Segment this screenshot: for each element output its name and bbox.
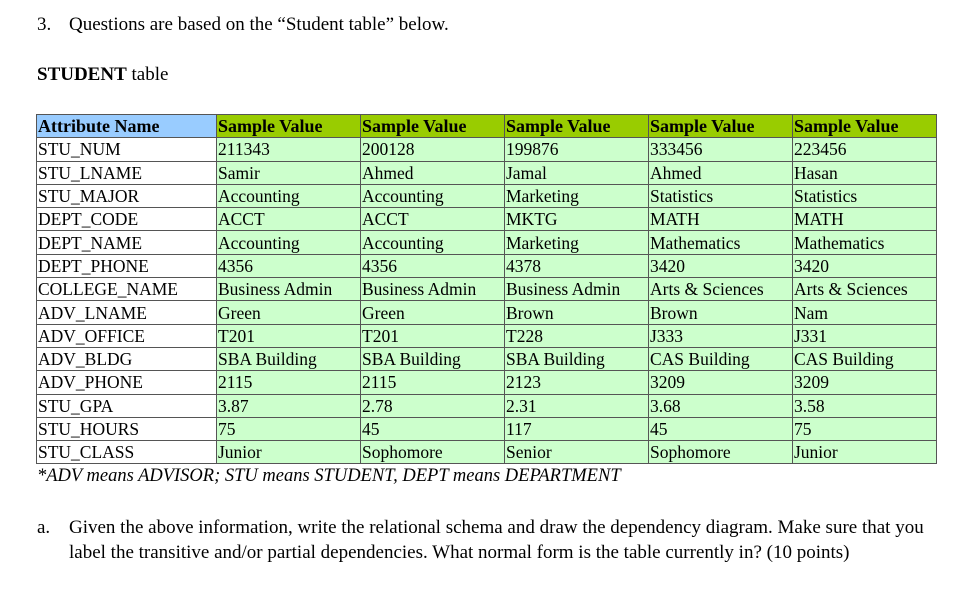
value-cell: 223456 bbox=[793, 138, 937, 161]
value-cell: 2.31 bbox=[505, 394, 649, 417]
value-cell: 75 bbox=[217, 417, 361, 440]
attribute-cell: STU_NUM bbox=[37, 138, 217, 161]
value-cell: J331 bbox=[793, 324, 937, 347]
attribute-cell: COLLEGE_NAME bbox=[37, 278, 217, 301]
value-cell: 2115 bbox=[361, 371, 505, 394]
value-cell: Hasan bbox=[793, 161, 937, 184]
table-body bbox=[37, 138, 937, 464]
value-cell: Senior bbox=[505, 441, 649, 464]
value-cell: MATH bbox=[793, 208, 937, 231]
value-cell: SBA Building bbox=[505, 347, 649, 370]
table-title bbox=[37, 64, 168, 86]
value-cell: MKTG bbox=[505, 208, 649, 231]
table-row bbox=[37, 138, 937, 161]
attribute-cell: STU_GPA bbox=[37, 394, 217, 417]
value-cell: Statistics bbox=[793, 184, 937, 207]
value-cell: CAS Building bbox=[793, 347, 937, 370]
value-cell: 3420 bbox=[649, 254, 793, 277]
attribute-cell: ADV_OFFICE bbox=[37, 324, 217, 347]
value-cell: 200128 bbox=[361, 138, 505, 161]
value-cell: 2123 bbox=[505, 371, 649, 394]
part-a-label: a. bbox=[37, 517, 51, 538]
header-sample-value: Sample Value bbox=[793, 115, 937, 138]
value-cell: Green bbox=[361, 301, 505, 324]
table-row bbox=[37, 231, 937, 254]
student-table bbox=[36, 114, 937, 464]
value-cell: 3209 bbox=[649, 371, 793, 394]
value-cell: 199876 bbox=[505, 138, 649, 161]
value-cell: Marketing bbox=[505, 231, 649, 254]
table-header-row bbox=[37, 115, 937, 138]
attribute-cell: STU_CLASS bbox=[37, 441, 217, 464]
header-sample-value: Sample Value bbox=[505, 115, 649, 138]
value-cell: T201 bbox=[217, 324, 361, 347]
value-cell: 3.58 bbox=[793, 394, 937, 417]
attribute-cell: STU_LNAME bbox=[37, 161, 217, 184]
value-cell: 4378 bbox=[505, 254, 649, 277]
value-cell: 45 bbox=[649, 417, 793, 440]
value-cell: 45 bbox=[361, 417, 505, 440]
value-cell: 3.87 bbox=[217, 394, 361, 417]
part-a-question bbox=[37, 516, 929, 565]
part-a-text: Given the above information, write the relational schema and draw the dependency diagram. Make sure that you label the transitive and/or partial dependencies. What normal form is the table currently in? (10 points) bbox=[69, 517, 924, 563]
value-cell: MATH bbox=[649, 208, 793, 231]
question-text: Questions are based on the “Student table” below. bbox=[69, 14, 449, 35]
value-cell: Mathematics bbox=[793, 231, 937, 254]
table-title-rest: table bbox=[126, 64, 169, 85]
value-cell: Marketing bbox=[505, 184, 649, 207]
value-cell: Brown bbox=[505, 301, 649, 324]
value-cell: 3209 bbox=[793, 371, 937, 394]
value-cell: Accounting bbox=[217, 184, 361, 207]
question-heading bbox=[37, 14, 449, 36]
value-cell: 2115 bbox=[217, 371, 361, 394]
attribute-cell: STU_MAJOR bbox=[37, 184, 217, 207]
value-cell: Mathematics bbox=[649, 231, 793, 254]
value-cell: 211343 bbox=[217, 138, 361, 161]
attribute-cell: DEPT_NAME bbox=[37, 231, 217, 254]
value-cell: Jamal bbox=[505, 161, 649, 184]
attribute-cell: DEPT_PHONE bbox=[37, 254, 217, 277]
value-cell: Ahmed bbox=[649, 161, 793, 184]
value-cell: Arts & Sciences bbox=[793, 278, 937, 301]
table-title-bold: STUDENT bbox=[37, 64, 127, 85]
table-row bbox=[37, 441, 937, 464]
attribute-cell: DEPT_CODE bbox=[37, 208, 217, 231]
table-row bbox=[37, 161, 937, 184]
value-cell: Accounting bbox=[217, 231, 361, 254]
value-cell: ACCT bbox=[217, 208, 361, 231]
value-cell: Statistics bbox=[649, 184, 793, 207]
value-cell: Ahmed bbox=[361, 161, 505, 184]
value-cell: 4356 bbox=[361, 254, 505, 277]
value-cell: 3.68 bbox=[649, 394, 793, 417]
value-cell: J333 bbox=[649, 324, 793, 347]
value-cell: Samir bbox=[217, 161, 361, 184]
footnote: *ADV means ADVISOR; STU means STUDENT, DEPT means DEPARTMENT bbox=[37, 466, 621, 486]
table-row bbox=[37, 324, 937, 347]
value-cell: 333456 bbox=[649, 138, 793, 161]
value-cell: Business Admin bbox=[505, 278, 649, 301]
table-row bbox=[37, 208, 937, 231]
header-sample-value: Sample Value bbox=[217, 115, 361, 138]
table-row bbox=[37, 184, 937, 207]
value-cell: 3420 bbox=[793, 254, 937, 277]
value-cell: Green bbox=[217, 301, 361, 324]
value-cell: 4356 bbox=[217, 254, 361, 277]
attribute-cell: STU_HOURS bbox=[37, 417, 217, 440]
table-row bbox=[37, 254, 937, 277]
value-cell: Junior bbox=[217, 441, 361, 464]
table-row bbox=[37, 417, 937, 440]
value-cell: Business Admin bbox=[217, 278, 361, 301]
header-attribute-name: Attribute Name bbox=[37, 115, 217, 138]
question-number: 3. bbox=[37, 14, 52, 35]
table-row bbox=[37, 278, 937, 301]
value-cell: Nam bbox=[793, 301, 937, 324]
attribute-cell: ADV_BLDG bbox=[37, 347, 217, 370]
table-row bbox=[37, 394, 937, 417]
table-row bbox=[37, 301, 937, 324]
value-cell: Business Admin bbox=[361, 278, 505, 301]
attribute-cell: ADV_LNAME bbox=[37, 301, 217, 324]
value-cell: Sophomore bbox=[649, 441, 793, 464]
table-row bbox=[37, 371, 937, 394]
value-cell: 75 bbox=[793, 417, 937, 440]
value-cell: 117 bbox=[505, 417, 649, 440]
value-cell: SBA Building bbox=[361, 347, 505, 370]
value-cell: Accounting bbox=[361, 231, 505, 254]
value-cell: 2.78 bbox=[361, 394, 505, 417]
value-cell: CAS Building bbox=[649, 347, 793, 370]
value-cell: Junior bbox=[793, 441, 937, 464]
value-cell: ACCT bbox=[361, 208, 505, 231]
value-cell: T228 bbox=[505, 324, 649, 347]
header-sample-value: Sample Value bbox=[361, 115, 505, 138]
value-cell: T201 bbox=[361, 324, 505, 347]
value-cell: Sophomore bbox=[361, 441, 505, 464]
value-cell: Arts & Sciences bbox=[649, 278, 793, 301]
header-sample-value: Sample Value bbox=[649, 115, 793, 138]
table-row bbox=[37, 347, 937, 370]
value-cell: Brown bbox=[649, 301, 793, 324]
attribute-cell: ADV_PHONE bbox=[37, 371, 217, 394]
value-cell: SBA Building bbox=[217, 347, 361, 370]
value-cell: Accounting bbox=[361, 184, 505, 207]
